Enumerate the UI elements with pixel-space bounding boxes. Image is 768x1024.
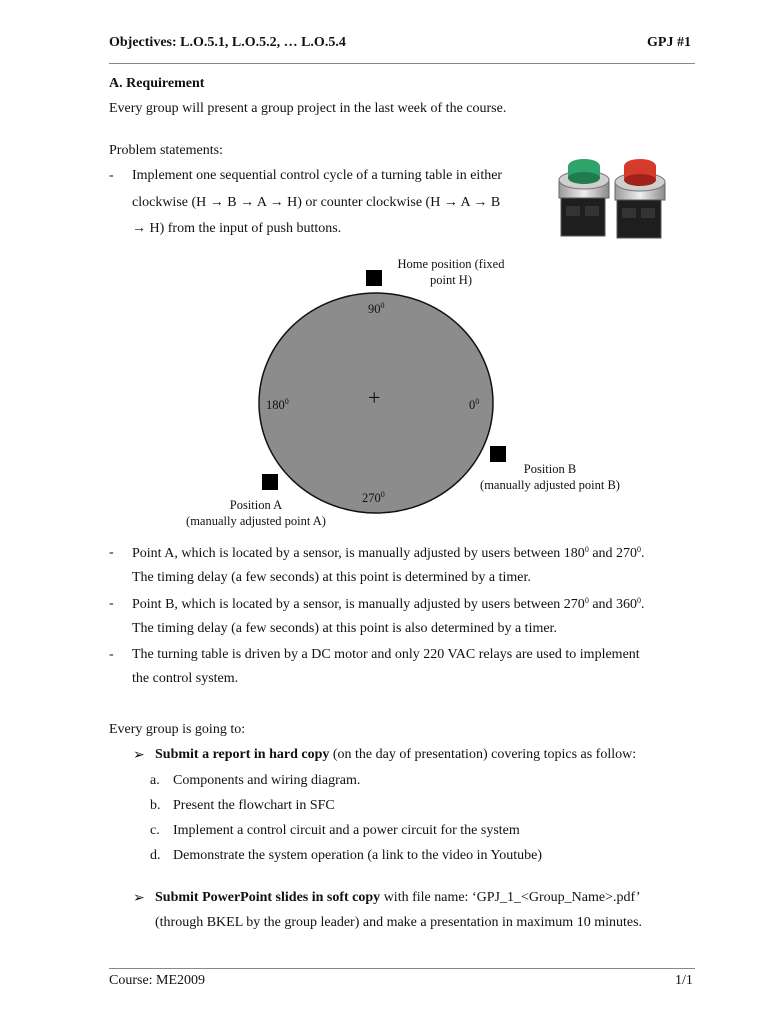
header-objectives: Objectives: L.O.5.1, L.O.5.2, … L.O.5.4 — [109, 35, 346, 50]
problem-line-2: clockwise (H → B → A → H) or counter clockwise (H → A → B — [132, 195, 501, 210]
bullet-dash: - — [109, 596, 114, 611]
list-marker: a. — [150, 773, 160, 788]
footer-rule — [109, 968, 695, 969]
footer-page: 1/1 — [675, 973, 693, 988]
arrow-bullet-icon: ➢ — [133, 891, 145, 906]
position-a-label: Position A (manually adjusted point A) — [186, 498, 326, 528]
point-b-line-1: Point B, which is located by a sensor, is manually adjusted by users between $270^0$ and $360^0$. — [132, 596, 645, 612]
position-b-marker — [490, 446, 506, 462]
point-a-line-2: The timing delay (a few seconds) at this point is determined by a timer. — [132, 570, 531, 585]
problem-line-3: → H) from the input of push buttons. — [132, 221, 342, 236]
arrow-bullet-icon: ➢ — [133, 748, 145, 763]
list-marker: c. — [150, 823, 160, 838]
angle-0-label: $0^0$ — [469, 397, 480, 412]
center-mark: + — [368, 385, 381, 410]
tasks-heading: Every group is going to: — [109, 722, 246, 737]
list-item: Components and wiring diagram. — [173, 773, 361, 788]
angle-90-label: $90^0$ — [368, 301, 385, 316]
angle-270-label: $270^0$ — [362, 490, 385, 505]
point-b-line-2: The timing delay (a few seconds) at this point is also determined by a timer. — [132, 621, 557, 636]
list-marker: d. — [150, 848, 161, 863]
list-item: Demonstrate the system operation (a link to the video in Youtube) — [173, 848, 542, 863]
push-buttons-image — [553, 146, 677, 246]
home-position-label: Home position (fixed point H) — [397, 257, 505, 287]
motor-line-2: the control system. — [132, 671, 239, 686]
position-a-marker — [262, 474, 278, 490]
list-item: Implement a control circuit and a power circuit for the system — [173, 823, 520, 838]
slides-line-2: (through BKEL by the group leader) and make a presentation in maximum 10 minutes. — [155, 915, 643, 930]
problem-heading: Problem statements: — [109, 143, 223, 158]
home-position-marker — [366, 270, 382, 286]
bullet-dash: - — [109, 545, 114, 560]
angle-180-label: $180^0$ — [266, 397, 289, 412]
point-a-line-1: Point A, which is located by a sensor, is manually adjusted by users between $180^0$ and $270^0$. — [132, 545, 645, 561]
footer-course: Course: ME2009 — [109, 973, 206, 988]
position-b-label: Position B (manually adjusted point B) — [480, 462, 620, 492]
report-line: Submit a report in hard copy (on the day of presentation) covering topics as follow: — [155, 747, 637, 762]
bullet-dash: - — [109, 647, 114, 662]
slides-line-1: Submit PowerPoint slides in soft copy with file name: ‘GPJ_1_<Group_Name>.pdf’ — [155, 890, 641, 905]
section-intro: Every group will present a group project in the last week of the course. — [109, 101, 507, 116]
problem-line-1: Implement one sequential control cycle of a turning table in either — [132, 168, 503, 183]
motor-line-1: The turning table is driven by a DC motor and only 220 VAC relays are used to implement — [132, 647, 640, 662]
section-title: A. Requirement — [109, 76, 205, 91]
header-code: GPJ #1 — [647, 35, 691, 50]
list-marker: b. — [150, 798, 161, 813]
list-item: Present the flowchart in SFC — [173, 798, 335, 813]
header-rule — [109, 63, 695, 64]
bullet-dash: - — [109, 168, 114, 183]
